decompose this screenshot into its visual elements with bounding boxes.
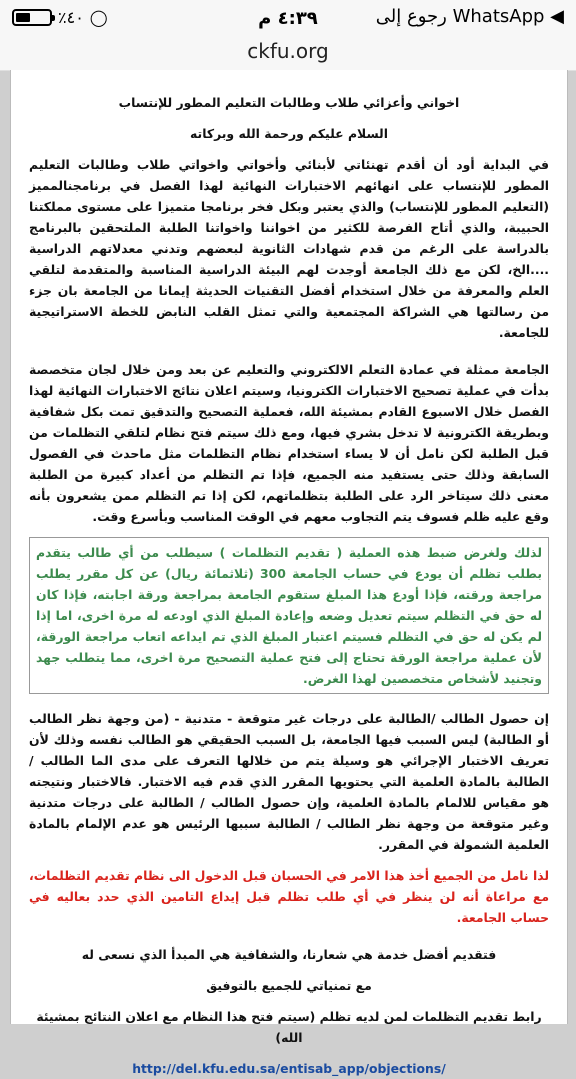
objections-link[interactable]: http://del.kfu.edu.sa/entisab_app/objections/ — [132, 1061, 446, 1076]
back-label: رجوع إلى WhatsApp — [375, 6, 545, 27]
wishes: مع تمنياتي للجميع بالتوفيق — [206, 978, 372, 993]
back-to-whatsapp-button[interactable] — [376, 6, 564, 27]
battery-percent: ٪٤٠ — [58, 8, 84, 27]
paragraph-correction: الجامعة ممثلة في عمادة التعلم الالكتروني والتعليم عن بعد ومن خلال لجان متخصصة بدأت في عملية تصحيح الاختبارات الكترونيا، وسيتم اعلان نتائج الاختبارات النهائية لهذا الفصل خلال الاسبوع القادم بمشيئة الله، فعملية التصحيح والتدقيق تمت بكل شفافية وبطريقة الكترونية لا تدخل بشري فيها، ومع ذلك سيتم فتح نظام لتلقي التظلمات من قبل الطلبة لكن نامل أن لا يساء استخدام نظام التظلمات مثل ماحدث في الفصول السابقة وذلك حتى يستفيد منه الجميع، فإذا تم التظلم من أعداد كبيرة من الطلبة معنى ذلك سيتاخر الرد على الطلبة بتظلماتهم، لكن إذا تم التظلم ممن يشعرون بأنه وقع عليه ظلم فسوف يتم التجاوب معهم في الوقت المناسب وبأسرع وقت. — [29, 362, 549, 524]
link-intro: رابط تقديم التظلمات لمن لديه تظلم (سيتم فتح هذا النظام مع اعلان النتائج بمشيئة الله) — [36, 1009, 542, 1045]
paragraph-intro: في البداية أود أن أقدم تهنئاتي لأبنائي وأخواتي واخواتي طلاب وطالبات التعليم المطور للإنتساب على انهائهم الاختبارات النهائية لهذا الفصل في برنامجنالمميز (التعليم المطور للإنتساب) والذي يعتبر وبكل فخر برنامجا متميزا على مستوى مملكتنا الحبيبة، والذي أتاح الفرصة للكثير من اخواننا واخواتنا الطلبة الملتحقين بالبرنامج بالدراسة على الرغم من قدم شهادات الثانوية لبعضهم وتدني معدلاتهم الدراسية ....الخ، لكن مع ذلك الجامعة أوجدت لهم البيئة الدراسية المناسبة والمتقدمة لتلقي العلم والمعرفة من خلال استخدام أفضل التقنيات الحديثة إيمانا من الجامعة بان جزء من رسالتها هي الشراكة المجتمعية والتي تمثل القلب النابض للخطة الاستراتيجية للجامعة. — [29, 157, 549, 340]
clock: ٤:٣٩ م — [258, 8, 318, 29]
salutation: السلام عليكم ورحمة الله وبركاته — [190, 126, 388, 141]
greeting-title: اخواني وأعزائي طلاب وطالبات التعليم المطور للإنتساب — [118, 95, 460, 110]
url-domain: ckfu.org — [247, 39, 329, 63]
green-notice-box — [29, 537, 549, 694]
status-bar — [0, 0, 576, 36]
slogan: فتقديم أفضل خدمة هي شعارنا، والشفافية هي المبدأ الذي نسعى له — [81, 947, 497, 962]
paragraph-warning: لذا نامل من الجميع أخذ هذا الامر في الحسبان قبل الدخول الى نظام تقديم التظلمات، مع مراعاة أنه لن ينظر في أي طلب تظلم قبل إيداع التامين الذي حدد بعاليه في حساب الجامعة. — [29, 868, 549, 925]
paragraph-fee-notice: لذلك ولغرض ضبط هذه العملية ( تقديم التظلمات ) سيطلب من أي طالب يتقدم بطلب تظلم أن يودع في حساب الجامعة 300 (ثلاثمائة ريال) عن كل مقرر يطلب مراجعة ورقته، فإذا أودع هذا المبلغ ستقوم الجامعة بمراجعة ورقة اجابته، فإذا كان له حق في التظلم سيتم تعديل وضعه وإعادة المبلغ الذي اودعه له مرة اخرى، اما إذا لم يكن له حق في التظلم فسيتم اعتبار المبلغ الذي تم ايداعه اتعاب مراجعة الورقة، لأن عملية مراجعة الورقة تحتاج إلى فتح عملية التصحيح مرة اخرى، مما يتطلب جهد وتجنيد لأشخاص متخصصين لهذا الغرض. — [36, 545, 542, 686]
paragraph-grades: إن حصول الطالب /الطالبة على درجات غير متوقعة - متدنية - (من وجهة نظر الطالب أو الطالبة) ليس السبب فيها الجامعة، بل السبب الحقيقي هو الطالب نفسه وذلك لأن تعريف الاختبار الإجرائي هو وسيلة يتم من خلالها التعرف على مدى الما الطالب / الطالبة بالمادة العلمية التي يحتويها المقرر الذي قدم فيه الاختبار. فالاختبار ونتيجته هو مقياس للالمام بالمادة العلمية، وإن حصول الطالب / الطالبة على درجات متدنية وغير متوقعة من وجهة نظر الطالب / الطالبة سببها الرئيس هو عدم الإلمام بالمادة العلمية الشمولة في المقرر. — [29, 711, 549, 852]
chevron-left-icon: ◀ — [550, 6, 564, 27]
article-content — [11, 70, 567, 1079]
lock-rotation-icon: ◯ — [89, 8, 108, 27]
address-bar[interactable] — [0, 36, 576, 71]
article-page — [10, 70, 568, 1076]
